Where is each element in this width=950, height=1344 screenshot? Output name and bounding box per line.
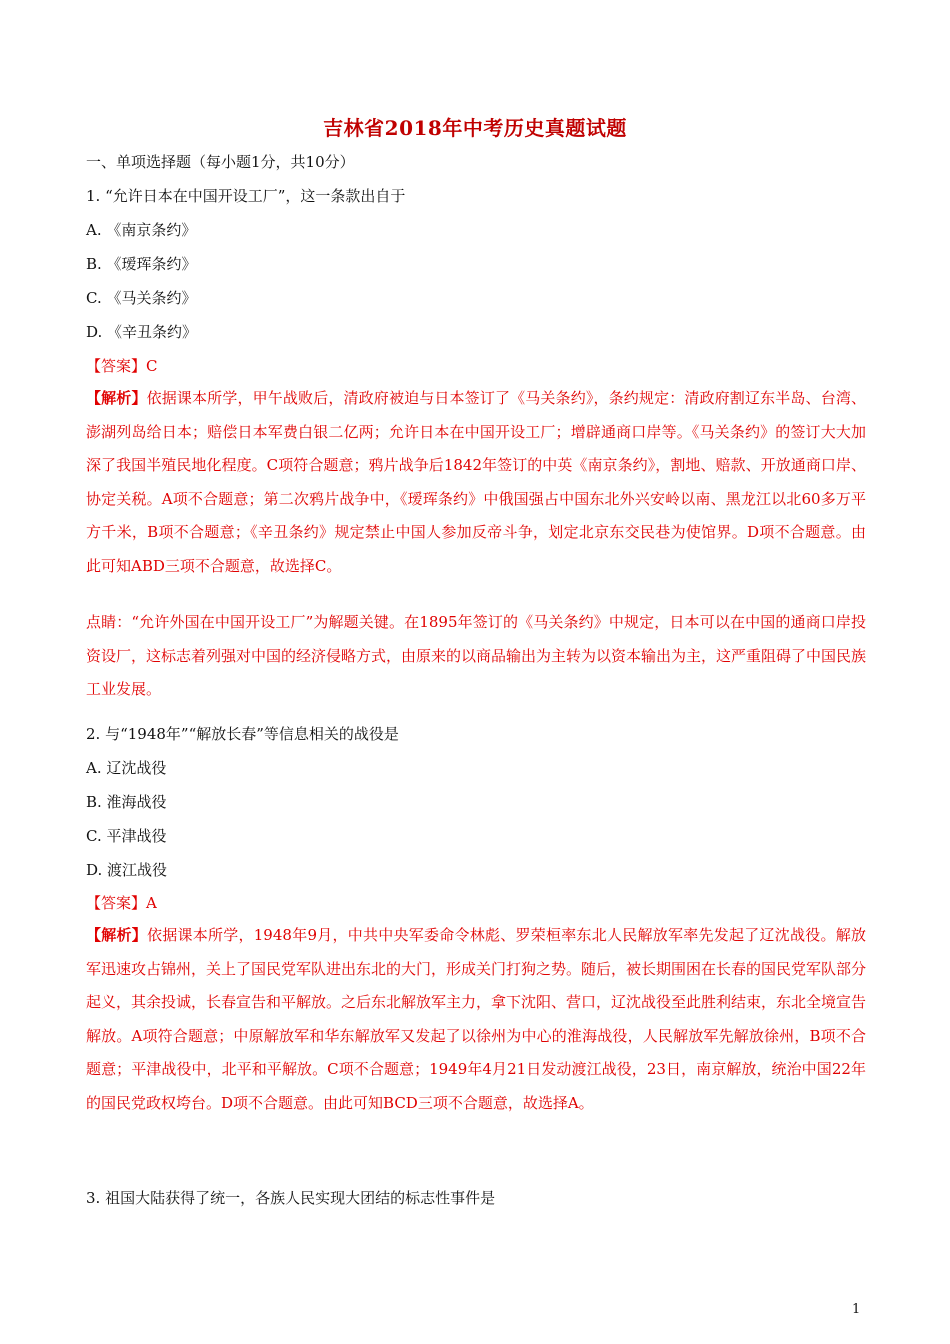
- question-1-answer: 【答案】C: [86, 357, 158, 375]
- question-1-stem: 1. “允许日本在中国开设工厂”，这一条款出自于: [86, 187, 406, 205]
- section-heading: 一、单项选择题（每小题1分，共10分）: [86, 153, 355, 171]
- analysis-label: 【解析】: [86, 389, 147, 407]
- page-number: 1: [852, 1302, 861, 1317]
- page-title: 吉林省2018年中考历史真题试题: [323, 116, 627, 140]
- question-1-tip: 点睛：“允许外国在中国开设工厂”为解题关键。在1895年签订的《马关条约》中规定，日本可以在中国的通商口岸投资设厂，这标志着列强对中国的经济侵略方式，由原来的以商品输出为主转为以资本输出为主，这严重阻碍了中国民族工业发展。: [86, 613, 867, 699]
- question-1-option-c: C. 《马关条约》: [86, 289, 197, 307]
- question-2-analysis: [86, 919, 866, 1121]
- question-1-option-a: A. 《南京条约》: [86, 221, 197, 239]
- question-2-option-a: A. 辽沈战役: [86, 759, 167, 777]
- question-2-stem: 2. 与“1948年”“解放长春”等信息相关的战役是: [86, 725, 399, 743]
- question-2-option-d: D. 渡江战役: [86, 861, 168, 879]
- question-2-option-b: B. 淮海战役: [86, 793, 167, 811]
- question-2-option-c: C. 平津战役: [86, 827, 167, 845]
- question-1-analysis: [86, 382, 866, 584]
- question-1-option-b: B. 《瑷珲条约》: [86, 255, 197, 273]
- analysis-text: 依据课本所学，甲午战败后，清政府被迫与日本签订了《马关条约》，条约规定：清政府割辽东半岛、台湾、澎湖列岛给日本；赔偿日本军费白银二亿两；允许日本在中国开设工厂；增辟通商口岸等。《马关条约》的签订大大加深了我国半殖民地化程度。C项符合题意；鸦片战争后1842年签订的中英《南京条约》，割地、赔款、开放通商口岸、协定关税。A项不合题意；第二次鸦片战争中，《瑷珲条约》中俄国强占中国东北外兴安岭以南、黑龙江以北60多万平方千米，B项不合题意；《辛丑条约》规定禁止中国人参加反帝斗争，划定北京东交民巷为使馆界。D项不合题意。由此可知ABD三项不合题意，故选择C。: [86, 389, 866, 575]
- question-2-answer: 【答案】A: [86, 894, 157, 912]
- question-3-stem: 3. 祖国大陆获得了统一，各族人民实现大团结的标志性事件是: [86, 1189, 496, 1207]
- analysis-label: 【解析】: [86, 926, 148, 944]
- analysis-text: 依据课本所学，1948年9月，中共中央军委命令林彪、罗荣桓率东北人民解放军率先发起了辽沈战役。解放军迅速攻占锦州，关上了国民党军队进出东北的大门，形成关门打狗之势。随后，被长期围困在长春的国民党军队部分起义，其余投诚，长春宣告和平解放。之后东北解放军主力，拿下沈阳、营口，辽沈战役至此胜利结束，东北全境宣告解放。A项符合题意；中原解放军和华东解放军又发起了以徐州为中心的淮海战役，人民解放军先解放徐州，B项不合题意；平津战役中，北平和平解放。C项不合题意；1949年4月21日发动渡江战役，23日，南京解放，统治中国22年的国民党政权垮台。D项不合题意。由此可知BCD三项不合题意，故选择A。: [86, 926, 867, 1112]
- question-1-option-d: D. 《辛丑条约》: [86, 323, 198, 341]
